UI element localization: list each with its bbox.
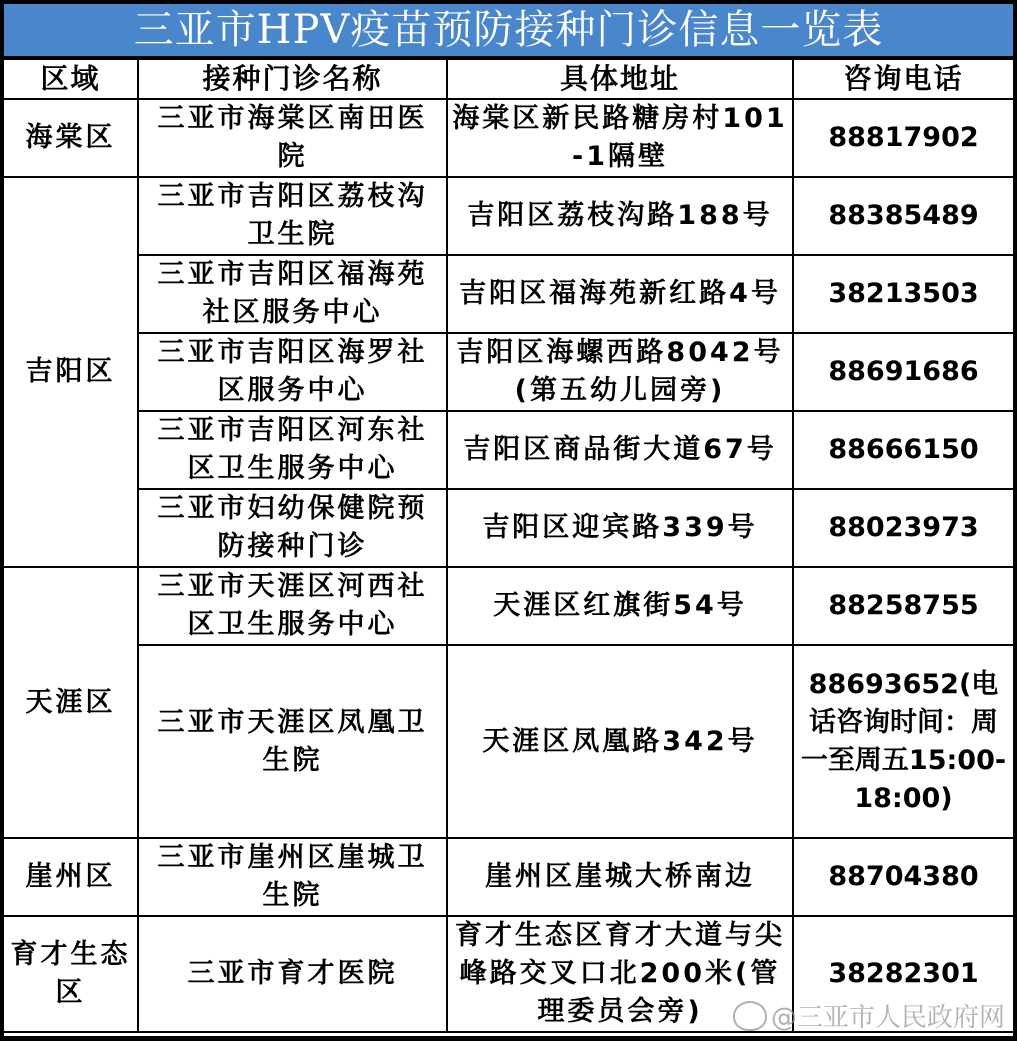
clinic-name-cell: 三亚市吉阳区福海苑社区服务中心 [138, 255, 447, 333]
table-row [4, 489, 1013, 567]
header-address: 具体地址 [447, 59, 793, 99]
phone-cell: 88817902 [793, 99, 1013, 177]
address-cell: 吉阳区福海苑新红路4号 [447, 255, 793, 333]
watermark-text: @三亚市人民政府网 [770, 1003, 1005, 1033]
phone-cell: 88666150 [793, 411, 1013, 489]
phone-cell: 88704380 [793, 838, 1013, 916]
clinic-name-cell: 三亚市天涯区凤凰卫生院 [138, 645, 447, 838]
address-cell: 天涯区凤凰路342号 [447, 645, 793, 838]
phone-cell: 88258755 [793, 567, 1013, 645]
table-row [4, 411, 1013, 489]
district-cell: 育才生态区 [4, 916, 138, 1032]
address-cell: 吉阳区海螺西路8042号(第五幼儿园旁) [447, 333, 793, 411]
header-phone: 咨询电话 [793, 59, 1013, 99]
watermark [733, 997, 1005, 1034]
clinic-name-cell: 三亚市育才医院 [138, 916, 447, 1032]
table-row [4, 567, 1013, 645]
table-row [4, 255, 1013, 333]
clinic-name-cell: 三亚市吉阳区河东社区卫生服务中心 [138, 411, 447, 489]
header-clinic-name: 接种门诊名称 [138, 59, 447, 99]
phone-cell: 88693652(电话咨询时间：周一至周五15:00-18:00) [793, 645, 1013, 838]
clinic-name-cell: 三亚市海棠区南田医院 [138, 99, 447, 177]
phone-cell: 38213503 [793, 255, 1013, 333]
address-cell: 天涯区红旗街54号 [447, 567, 793, 645]
district-cell: 崖州区 [4, 838, 138, 916]
clinic-name-cell: 三亚市妇幼保健院预防接种门诊 [138, 489, 447, 567]
address-cell: 吉阳区商品街大道67号 [447, 411, 793, 489]
phone-cell: 88023973 [793, 489, 1013, 567]
address-cell: 吉阳区荔枝沟路188号 [447, 177, 793, 255]
phone-cell: 88385489 [793, 177, 1013, 255]
district-cell: 天涯区 [4, 567, 138, 838]
header-district: 区域 [4, 59, 138, 99]
clinic-name-cell: 三亚市天涯区河西社区卫生服务中心 [138, 567, 447, 645]
table-row [4, 838, 1013, 916]
address-cell: 崖州区崖城大桥南边 [447, 838, 793, 916]
district-cell: 海棠区 [4, 99, 138, 177]
phone-cell: 88691686 [793, 333, 1013, 411]
clinic-table [4, 58, 1013, 1033]
header-row [4, 59, 1013, 99]
weibo-icon [733, 1001, 767, 1031]
address-cell: 吉阳区迎宾路339号 [447, 489, 793, 567]
clinic-name-cell: 三亚市吉阳区荔枝沟卫生院 [138, 177, 447, 255]
district-cell: 吉阳区 [4, 177, 138, 567]
address-cell: 育才生态区育才大道与尖峰路交叉口北200米(管理委员会旁) [447, 916, 793, 1032]
clinic-name-cell: 三亚市崖州区崖城卫生院 [138, 838, 447, 916]
table-row [4, 177, 1013, 255]
table-row [4, 99, 1013, 177]
table-row [4, 645, 1013, 838]
clinic-name-cell: 三亚市吉阳区海罗社区服务中心 [138, 333, 447, 411]
address-cell: 海棠区新民路糖房村101-1隔壁 [447, 99, 793, 177]
phone-cell: 38282301 [793, 916, 1013, 1032]
table-row [4, 333, 1013, 411]
page-title: 三亚市HPV疫苗预防接种门诊信息一览表 [4, 4, 1013, 58]
